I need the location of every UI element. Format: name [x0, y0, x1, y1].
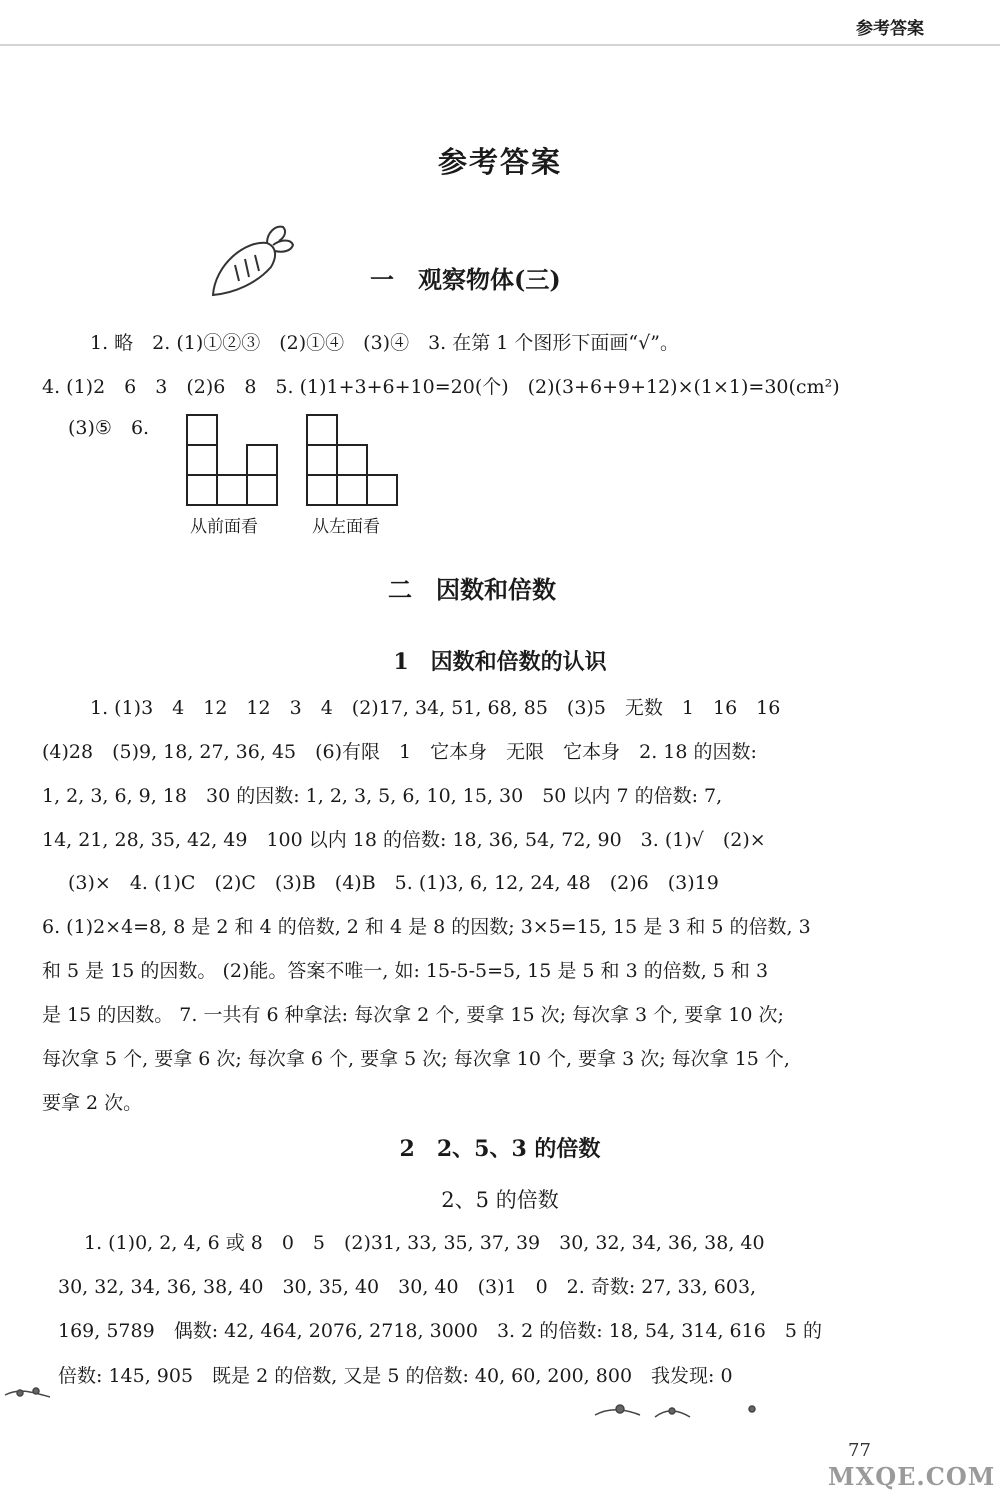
answer-line: 倍数: 145, 905 既是 2 的倍数, 又是 5 的倍数: 40, 60, 200, 800 我发现: 0 [58, 1365, 733, 1387]
answer-line: 和 5 是 15 的因数。 (2)能。答案不唯一, 如: 15-5-5=5, 15 是 5 和 3 的倍数, 5 和 3 [42, 960, 769, 982]
page-number: 77 [848, 1440, 871, 1461]
section2-heading: 2 2、5、3 的倍数 [399, 1136, 601, 1162]
answer-line: 1. (1)3 4 12 12 3 4 (2)17, 34, 51, 68, 85 (3)5 无数 1 16 16 [90, 697, 781, 719]
answer-line: (3)⑤ 6. [68, 417, 150, 439]
front-view-caption: 从前面看 [190, 517, 258, 537]
left-view-caption: 从左面看 [312, 517, 380, 537]
section1-heading: 1 因数和倍数的认识 [393, 649, 607, 675]
section2-subheading: 2、5 的倍数 [441, 1188, 559, 1212]
answer-line: 6. (1)2×4=8, 8 是 2 和 4 的倍数, 2 和 4 是 8 的因数; 3×5=15, 15 是 3 和 5 的倍数, 3 [42, 916, 811, 938]
top-rule [0, 44, 1000, 46]
front-view-figure [185, 413, 285, 509]
answer-line: 169, 5789 偶数: 42, 464, 2076, 2718, 3000 3. 2 的倍数: 18, 54, 314, 616 5 的 [58, 1320, 822, 1342]
answer-line: 1. 略 2. (1)①②③ (2)①④ (3)④ 3. 在第 1 个图形下面画“√”。 [90, 332, 679, 354]
answer-line: 是 15 的因数。 7. 一共有 6 种拿法: 每次拿 2 个, 要拿 15 次; 每次拿 3 个, 要拿 10 次; [42, 1004, 784, 1026]
answer-line: 14, 21, 28, 35, 42, 49 100 以内 18 的倍数: 18, 36, 54, 72, 90 3. (1)√ (2)× [42, 829, 766, 851]
answer-line: 1. (1)0, 2, 4, 6 或 8 0 5 (2)31, 33, 35, 37, 39 30, 32, 34, 36, 38, 40 [84, 1232, 765, 1254]
chapter2-heading: 二 因数和倍数 [388, 575, 556, 604]
answer-line: 每次拿 5 个, 要拿 6 次; 每次拿 6 个, 要拿 5 次; 每次拿 10 个, 要拿 3 次; 每次拿 15 个, [42, 1048, 790, 1070]
answer-line: 30, 32, 34, 36, 38, 40 30, 35, 40 30, 40 (3)1 0 2. 奇数: 27, 33, 603, [58, 1276, 757, 1298]
answer-line: (3)× 4. (1)C (2)C (3)B (4)B 5. (1)3, 6, 12, 24, 48 (2)6 (3)19 [68, 872, 719, 894]
left-view-figure [305, 413, 405, 509]
answer-line: (4)28 (5)9, 18, 27, 36, 45 (6)有限 1 它本身 无限 它本身 2. 18 的因数: [42, 741, 757, 763]
answer-line: 4. (1)2 6 3 (2)6 8 5. (1)1+3+6+10=20(个) (2)(3+6+9+12)×(1×1)=30(cm²) [42, 376, 840, 398]
answer-line: 要拿 2 次。 [42, 1092, 143, 1114]
header-label: 参考答案 [856, 19, 924, 39]
page-title: 参考答案 [437, 145, 562, 179]
answer-line: 1, 2, 3, 6, 9, 18 30 的因数: 1, 2, 3, 5, 6, 10, 15, 30 50 以内 7 的倍数: 7, [42, 785, 723, 807]
carrot-illustration [205, 215, 305, 315]
chapter1-heading: 一 观察物体(三) [370, 265, 561, 294]
watermark: MXQE.COM [828, 1462, 996, 1491]
